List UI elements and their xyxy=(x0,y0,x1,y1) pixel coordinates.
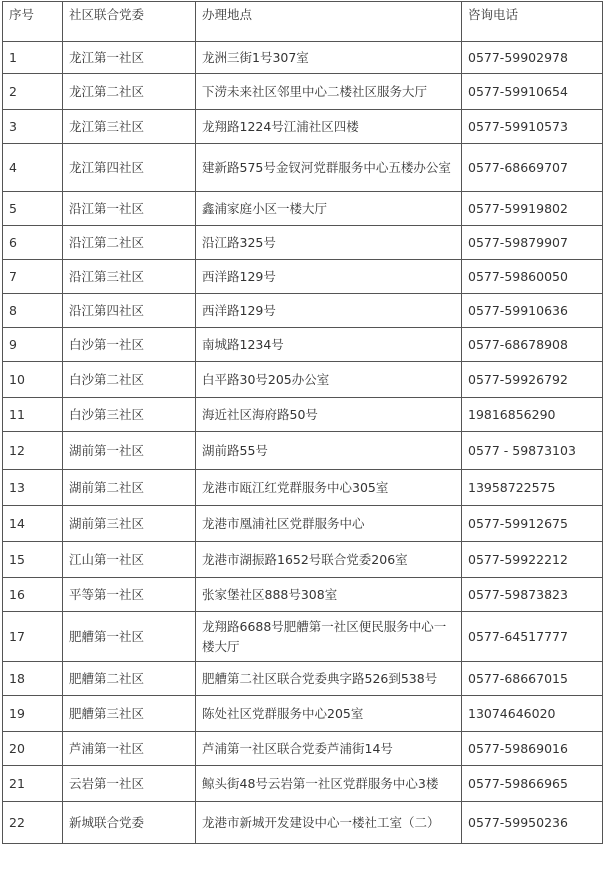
table-row xyxy=(3,192,603,226)
cell-phone: 0577-59902978 xyxy=(462,42,603,74)
cell-committee: 湖前第三社区 xyxy=(63,506,196,542)
cell-phone: 0577 - 59873103 xyxy=(462,432,603,470)
cell-phone: 13074646020 xyxy=(462,696,603,732)
cell-phone: 0577-59950236 xyxy=(462,802,603,844)
cell-committee: 江山第一社区 xyxy=(63,542,196,578)
contact-table xyxy=(2,1,603,844)
header-address: 办理地点 xyxy=(196,2,462,42)
cell-committee: 肥艚第二社区 xyxy=(63,662,196,696)
header-phone: 咨询电话 xyxy=(462,2,603,42)
cell-index: 18 xyxy=(3,662,63,696)
cell-index: 10 xyxy=(3,362,63,398)
cell-address: 西洋路129号 xyxy=(196,294,462,328)
cell-committee: 沿江第一社区 xyxy=(63,192,196,226)
cell-phone: 0577-59879907 xyxy=(462,226,603,260)
table-row xyxy=(3,328,603,362)
table-row xyxy=(3,612,603,662)
cell-index: 12 xyxy=(3,432,63,470)
cell-committee: 芦浦第一社区 xyxy=(63,732,196,766)
cell-address: 龙港市瓯江红党群服务中心305室 xyxy=(196,470,462,506)
cell-committee: 沿江第三社区 xyxy=(63,260,196,294)
cell-committee: 沿江第四社区 xyxy=(63,294,196,328)
cell-index: 20 xyxy=(3,732,63,766)
cell-index: 21 xyxy=(3,766,63,802)
cell-address: 龙港市新城开发建设中心一楼社工室（二） xyxy=(196,802,462,844)
table-row xyxy=(3,144,603,192)
cell-index: 16 xyxy=(3,578,63,612)
table-row xyxy=(3,226,603,260)
cell-committee: 沿江第二社区 xyxy=(63,226,196,260)
cell-phone: 0577-59873823 xyxy=(462,578,603,612)
table-row xyxy=(3,506,603,542)
table-row xyxy=(3,294,603,328)
table-row xyxy=(3,542,603,578)
table-row xyxy=(3,398,603,432)
cell-phone: 0577-68669707 xyxy=(462,144,603,192)
header-committee: 社区联合党委 xyxy=(63,2,196,42)
table-row xyxy=(3,260,603,294)
cell-phone: 0577-59866965 xyxy=(462,766,603,802)
cell-address: 龙洲三街1号307室 xyxy=(196,42,462,74)
cell-address: 下涝未来社区邻里中心二楼社区服务大厅 xyxy=(196,74,462,110)
cell-phone: 0577-59919802 xyxy=(462,192,603,226)
cell-committee: 平等第一社区 xyxy=(63,578,196,612)
cell-index: 11 xyxy=(3,398,63,432)
cell-index: 22 xyxy=(3,802,63,844)
cell-phone: 0577-59910573 xyxy=(462,110,603,144)
table-row xyxy=(3,732,603,766)
cell-phone: 0577-59912675 xyxy=(462,506,603,542)
cell-phone: 13958722575 xyxy=(462,470,603,506)
cell-address: 芦浦第一社区联合党委芦浦街14号 xyxy=(196,732,462,766)
cell-phone: 0577-59910636 xyxy=(462,294,603,328)
header-index: 序号 xyxy=(3,2,63,42)
table-row xyxy=(3,110,603,144)
cell-address: 龙港市凰浦社区党群服务中心 xyxy=(196,506,462,542)
cell-index: 15 xyxy=(3,542,63,578)
table-row xyxy=(3,766,603,802)
cell-committee: 白沙第二社区 xyxy=(63,362,196,398)
cell-address: 鲸头街48号云岩第一社区党群服务中心3楼 xyxy=(196,766,462,802)
cell-committee: 肥艚第三社区 xyxy=(63,696,196,732)
cell-address: 海近社区海府路50号 xyxy=(196,398,462,432)
cell-address: 南城路1234号 xyxy=(196,328,462,362)
cell-index: 8 xyxy=(3,294,63,328)
cell-address: 龙翔路1224号江浦社区四楼 xyxy=(196,110,462,144)
cell-address: 白平路30号205办公室 xyxy=(196,362,462,398)
table-row xyxy=(3,470,603,506)
cell-committee: 白沙第三社区 xyxy=(63,398,196,432)
cell-address: 龙港市湖振路1652号联合党委206室 xyxy=(196,542,462,578)
cell-address: 陈处社区党群服务中心205室 xyxy=(196,696,462,732)
cell-index: 2 xyxy=(3,74,63,110)
cell-index: 6 xyxy=(3,226,63,260)
table-row xyxy=(3,74,603,110)
table-row xyxy=(3,362,603,398)
cell-index: 1 xyxy=(3,42,63,74)
cell-address: 湖前路55号 xyxy=(196,432,462,470)
cell-address: 建新路575号金钗河党群服务中心五楼办公室 xyxy=(196,144,462,192)
cell-committee: 龙江第三社区 xyxy=(63,110,196,144)
cell-phone: 0577-68667015 xyxy=(462,662,603,696)
cell-phone: 0577-59869016 xyxy=(462,732,603,766)
cell-committee: 肥艚第一社区 xyxy=(63,612,196,662)
cell-phone: 19816856290 xyxy=(462,398,603,432)
cell-committee: 龙江第二社区 xyxy=(63,74,196,110)
cell-phone: 0577-68678908 xyxy=(462,328,603,362)
cell-index: 17 xyxy=(3,612,63,662)
table-row xyxy=(3,802,603,844)
cell-index: 14 xyxy=(3,506,63,542)
table-row xyxy=(3,42,603,74)
cell-index: 19 xyxy=(3,696,63,732)
cell-committee: 湖前第二社区 xyxy=(63,470,196,506)
cell-phone: 0577-59922212 xyxy=(462,542,603,578)
cell-committee: 湖前第一社区 xyxy=(63,432,196,470)
table-body xyxy=(3,42,603,844)
cell-address: 沿江路325号 xyxy=(196,226,462,260)
cell-phone: 0577-64517777 xyxy=(462,612,603,662)
cell-committee: 云岩第一社区 xyxy=(63,766,196,802)
cell-phone: 0577-59860050 xyxy=(462,260,603,294)
cell-committee: 龙江第一社区 xyxy=(63,42,196,74)
cell-committee: 白沙第一社区 xyxy=(63,328,196,362)
cell-index: 4 xyxy=(3,144,63,192)
cell-address: 张家堡社区888号308室 xyxy=(196,578,462,612)
cell-index: 13 xyxy=(3,470,63,506)
table-row xyxy=(3,662,603,696)
cell-phone: 0577-59910654 xyxy=(462,74,603,110)
table-row xyxy=(3,432,603,470)
cell-index: 5 xyxy=(3,192,63,226)
table-row xyxy=(3,696,603,732)
cell-committee: 新城联合党委 xyxy=(63,802,196,844)
cell-address: 鑫浦家庭小区一楼大厅 xyxy=(196,192,462,226)
cell-address: 西洋路129号 xyxy=(196,260,462,294)
cell-index: 9 xyxy=(3,328,63,362)
cell-phone: 0577-59926792 xyxy=(462,362,603,398)
cell-address: 龙翔路6688号肥艚第一社区便民服务中心一楼大厅 xyxy=(196,612,462,662)
cell-address: 肥艚第二社区联合党委典字路526到538号 xyxy=(196,662,462,696)
cell-committee: 龙江第四社区 xyxy=(63,144,196,192)
table-header-row xyxy=(3,2,603,42)
table-row xyxy=(3,578,603,612)
cell-index: 3 xyxy=(3,110,63,144)
cell-index: 7 xyxy=(3,260,63,294)
